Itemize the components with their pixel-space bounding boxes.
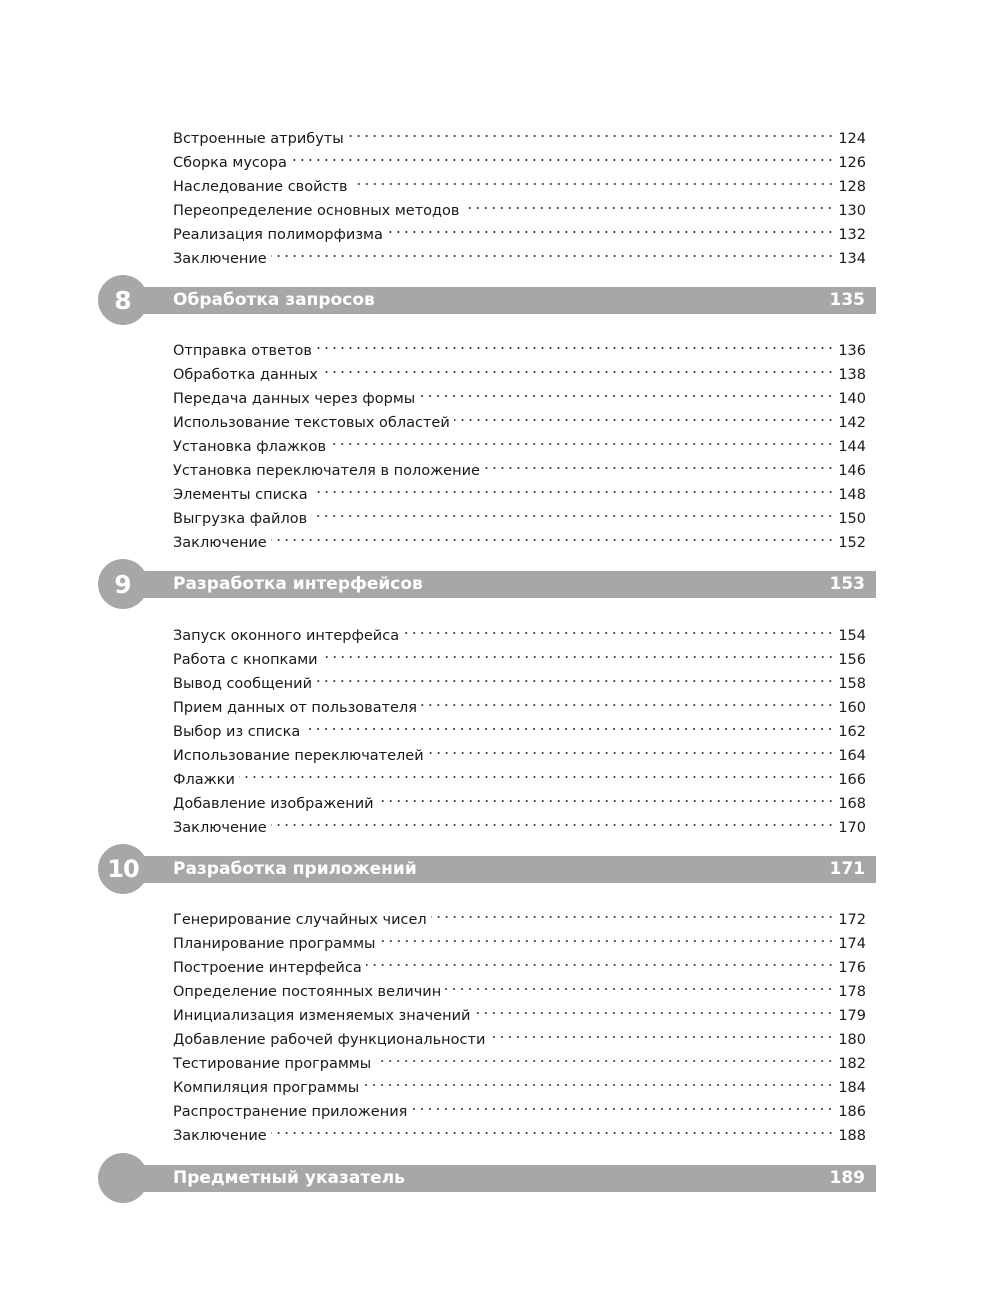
toc-entry-title: Отправка ответов — [173, 339, 316, 363]
toc-entry-page: 164 — [838, 748, 866, 764]
toc-entry[interactable] — [173, 331, 866, 359]
dot-leader — [316, 664, 834, 688]
chapter-page: 135 — [829, 290, 865, 310]
toc-entry-page: 136 — [838, 343, 866, 359]
toc-entry-title: Реализация полиморфизма — [173, 223, 387, 247]
toc-entry-list — [173, 331, 866, 551]
chapter-header[interactable] — [98, 844, 876, 894]
toc-entry-title: Флажки — [173, 768, 239, 792]
toc-entry[interactable] — [173, 616, 866, 644]
toc-entry-page: 182 — [838, 1056, 866, 1072]
toc-entry-page: 144 — [838, 439, 866, 455]
toc-entry-page: 132 — [838, 227, 866, 243]
toc-entry[interactable] — [173, 523, 866, 551]
toc-entry-page: 128 — [838, 179, 866, 195]
toc-entry-page: 134 — [838, 251, 866, 267]
toc-entry-page: 172 — [838, 912, 866, 928]
toc-entry-list — [173, 119, 866, 267]
toc-entry-title: Переопределение основных методов — [173, 199, 463, 223]
toc-entry-title: Тестирование программы — [173, 1052, 375, 1076]
toc-entry[interactable] — [173, 808, 866, 836]
chapter-title: Предметный указатель — [173, 1168, 405, 1188]
dot-leader — [428, 736, 835, 760]
toc-entry-title: Выгрузка файлов — [173, 507, 311, 531]
toc-entry-title: Элементы списка — [173, 483, 312, 507]
toc-entry-title: Выбор из списка — [173, 720, 304, 744]
toc-entry-page: 184 — [838, 1080, 866, 1096]
dot-leader — [403, 616, 834, 640]
toc-entry-title: Генерирование случайных чисел — [173, 908, 431, 932]
toc-entry-page: 142 — [838, 415, 866, 431]
dot-leader — [271, 1116, 835, 1140]
toc-entry-page: 178 — [838, 984, 866, 1000]
dot-leader — [484, 451, 834, 475]
dot-leader — [380, 924, 835, 948]
toc-entry[interactable] — [173, 900, 866, 928]
chapter-number-badge: 9 — [98, 559, 148, 609]
toc-entry-title: Заключение — [173, 531, 271, 555]
toc-entry-page: 124 — [838, 131, 866, 147]
chapter-page: 153 — [829, 574, 865, 594]
toc-entry-page: 162 — [838, 724, 866, 740]
toc-entry[interactable] — [173, 239, 866, 267]
toc-entry-title: Запуск оконного интерфейса — [173, 624, 403, 648]
toc-entry-title: Заключение — [173, 816, 271, 840]
toc-entry-page: 154 — [838, 628, 866, 644]
dot-leader — [378, 784, 835, 808]
toc-entry-page: 186 — [838, 1104, 866, 1120]
chapter-header[interactable] — [98, 275, 876, 325]
toc-entry-page: 168 — [838, 796, 866, 812]
index-header[interactable] — [98, 1153, 876, 1203]
chapter-number-badge: 8 — [98, 275, 148, 325]
toc-entry-page: 170 — [838, 820, 866, 836]
toc-entry-page: 174 — [838, 936, 866, 952]
dot-leader — [271, 239, 835, 263]
dot-leader — [366, 948, 835, 972]
toc-entry-title: Использование переключателей — [173, 744, 428, 768]
dot-leader — [271, 808, 835, 832]
dot-leader — [363, 1068, 834, 1092]
toc-entry-page: 158 — [838, 676, 866, 692]
chapter-number-badge — [98, 1153, 148, 1203]
dot-leader — [239, 760, 834, 784]
toc-entry-page: 180 — [838, 1032, 866, 1048]
chapter-page: 171 — [829, 859, 865, 879]
toc-entry-page: 146 — [838, 463, 866, 479]
dot-leader — [316, 331, 834, 355]
dot-leader — [291, 143, 834, 167]
toc-entry-title: Заключение — [173, 247, 271, 271]
toc-entry[interactable] — [173, 784, 866, 812]
chapter-title: Разработка интерфейсов — [173, 574, 423, 594]
dot-leader — [387, 215, 834, 239]
toc-entry-title: Добавление рабочей функциональности — [173, 1028, 489, 1052]
dot-leader — [312, 475, 835, 499]
toc-entry-title: Прием данных от пользователя — [173, 696, 421, 720]
toc-entry-page: 150 — [838, 511, 866, 527]
dot-leader — [419, 379, 834, 403]
toc-entry-page: 166 — [838, 772, 866, 788]
chapter-title: Разработка приложений — [173, 859, 417, 879]
dot-leader — [445, 972, 834, 996]
toc-entry-title: Встроенные атрибуты — [173, 127, 348, 151]
dot-leader — [375, 1044, 834, 1068]
toc-entry-list — [173, 900, 866, 1144]
toc-entry-page: 156 — [838, 652, 866, 668]
toc-entry-title: Заключение — [173, 1124, 271, 1148]
dot-leader — [421, 688, 834, 712]
dot-leader — [348, 119, 835, 143]
toc-entry-page: 179 — [838, 1008, 866, 1024]
toc-entry-title: Построение интерфейса — [173, 956, 366, 980]
toc-entry[interactable] — [173, 760, 866, 788]
toc-entry[interactable] — [173, 1116, 866, 1144]
toc-entry-title: Передача данных через формы — [173, 387, 419, 411]
dot-leader — [474, 996, 834, 1020]
toc-entry-title: Установка переключателя в положение — [173, 459, 484, 483]
toc-entry-list — [173, 616, 866, 836]
dot-leader — [454, 403, 835, 427]
toc-entry-page: 140 — [838, 391, 866, 407]
dot-leader — [330, 427, 834, 451]
dot-leader — [411, 1092, 834, 1116]
toc-entry[interactable] — [173, 119, 866, 147]
toc-entry-page: 160 — [838, 700, 866, 716]
toc-entry-title: Наследование свойств — [173, 175, 352, 199]
dot-leader — [304, 712, 834, 736]
dot-leader — [431, 900, 835, 924]
chapter-page: 189 — [829, 1168, 865, 1188]
toc-entry-title: Установка флажков — [173, 435, 330, 459]
toc-entry-title: Распространение приложения — [173, 1100, 411, 1124]
dot-leader — [489, 1020, 834, 1044]
chapter-number-badge: 10 — [98, 844, 148, 894]
dot-leader — [271, 523, 835, 547]
toc-entry-title: Компиляция программы — [173, 1076, 363, 1100]
dot-leader — [352, 167, 835, 191]
toc-entry-title: Сборка мусора — [173, 151, 291, 175]
toc-entry-page: 130 — [838, 203, 866, 219]
toc-entry-title: Добавление изображений — [173, 792, 378, 816]
toc-entry-title: Планирование программы — [173, 932, 380, 956]
toc-entry-page: 126 — [838, 155, 866, 171]
dot-leader — [311, 499, 834, 523]
dot-leader — [322, 355, 834, 379]
toc-entry-page: 176 — [838, 960, 866, 976]
chapter-title: Обработка запросов — [173, 290, 375, 310]
toc-entry-title: Инициализация изменяемых значений — [173, 1004, 474, 1028]
toc-entry-page: 138 — [838, 367, 866, 383]
toc-entry-page: 148 — [838, 487, 866, 503]
dot-leader — [322, 640, 835, 664]
toc-entry-title: Работа с кнопками — [173, 648, 322, 672]
toc-entry-title: Использование текстовых областей — [173, 411, 454, 435]
toc-entry-page: 152 — [838, 535, 866, 551]
toc-entry-title: Определение постоянных величин — [173, 980, 445, 1004]
chapter-header[interactable] — [98, 559, 876, 609]
toc-entry-title: Вывод сообщений — [173, 672, 316, 696]
toc-entry-page: 188 — [838, 1128, 866, 1144]
dot-leader — [463, 191, 834, 215]
toc-entry-title: Обработка данных — [173, 363, 322, 387]
